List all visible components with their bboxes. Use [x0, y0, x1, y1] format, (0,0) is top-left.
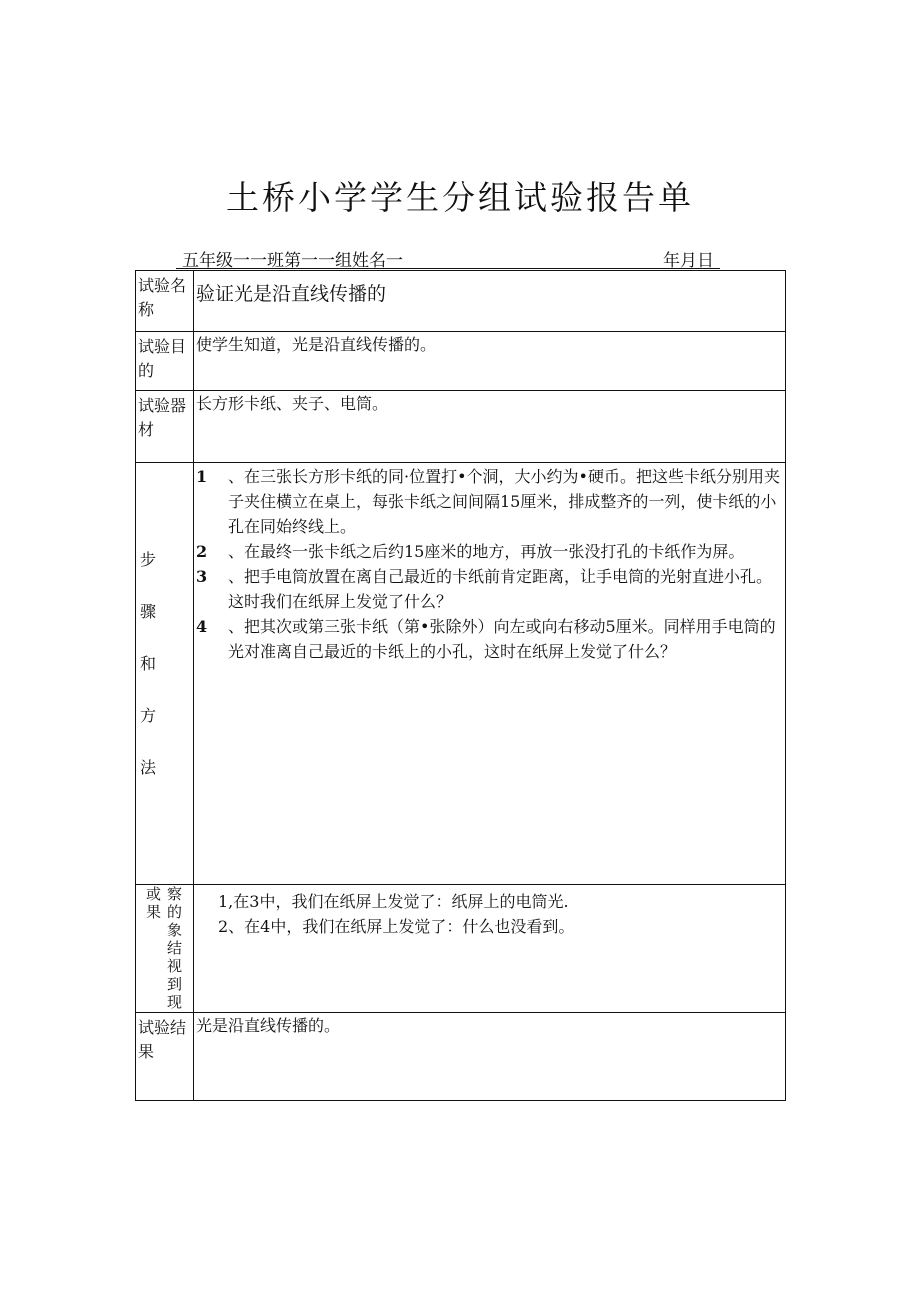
step-item	[196, 614, 783, 664]
obs-label-left-1: 或	[146, 885, 162, 903]
label-steps-char-1: 步	[140, 550, 157, 569]
label-steps	[136, 463, 194, 885]
obs-label-left-2: 果	[146, 903, 162, 921]
row-result	[136, 1013, 786, 1101]
page-title: 土桥小学学生分组试验报告单	[226, 178, 694, 217]
obs-label-right-4: 结	[167, 939, 183, 957]
step-number: 3	[196, 567, 208, 586]
value-observation	[194, 885, 786, 1013]
label-purpose: 试验目的	[136, 332, 194, 391]
label-steps-char-2: 骤	[140, 602, 157, 621]
label-equipment: 试验器材	[136, 391, 194, 463]
steps-list	[196, 464, 783, 664]
label-experiment-name: 试验名称	[136, 271, 194, 332]
report-table	[135, 270, 786, 1101]
value-result: 光是沿直线传播的。	[194, 1013, 786, 1101]
label-observation	[136, 885, 194, 1013]
observation-item: 2、在4中，我们在纸屏上发觉了：什么也没看到。	[218, 917, 575, 936]
step-item	[196, 539, 783, 564]
row-equipment	[136, 391, 786, 463]
row-observation	[136, 885, 786, 1013]
label-steps-char-4: 方	[140, 706, 157, 725]
obs-label-right-2: 的	[167, 903, 183, 921]
step-number: 1	[196, 467, 208, 486]
label-steps-char-3: 和	[140, 654, 157, 673]
step-text: 、在最终一张卡纸之后约15座米的地方，再放一张没打孔的卡纸作为屏。	[228, 542, 745, 561]
obs-label-right-6: 到	[167, 975, 183, 993]
step-number: 2	[196, 542, 208, 561]
value-purpose: 使学生知道，光是沿直线传播的。	[194, 332, 786, 391]
obs-label-right-5: 视	[167, 957, 183, 975]
meta-underline	[176, 268, 720, 269]
row-purpose	[136, 332, 786, 391]
row-steps	[136, 463, 786, 885]
label-steps-char-5: 法	[140, 758, 157, 777]
date-line: 年月日	[663, 251, 714, 271]
row-experiment-name	[136, 271, 786, 332]
value-steps	[194, 463, 786, 885]
step-text: 、在三张长方形卡纸的同·位置打•个洞，大小约为•硬币。把这些卡纸分别用夹子夹住横立在桌上，每张卡纸之间间隔15厘米，排成整齐的一列，使卡纸的小孔在同始终线上。	[228, 467, 780, 536]
step-item	[196, 564, 783, 614]
step-number: 4	[196, 617, 208, 636]
step-item	[196, 464, 783, 539]
class-group-name-line: 五年级一一班第一一组姓名一	[182, 251, 403, 271]
observation-item: 1,在3中，我们在纸屏上发觉了：纸屏上的电筒光.	[218, 892, 569, 911]
value-experiment-name: 验证光是沿直线传播的	[194, 271, 786, 332]
obs-label-right-7: 现	[167, 993, 183, 1011]
step-text: 、把其次或第三张卡纸（第•张除外）向左或向右移动5厘米。同样用手电筒的光对准离自己最近的卡纸上的小孔，这时在纸屏上发觉了什么？	[228, 617, 776, 661]
obs-label-right-3: 象	[167, 921, 183, 939]
label-result: 试验结果	[136, 1013, 194, 1101]
obs-label-right-1: 察	[167, 885, 183, 903]
step-text: 、把手电筒放置在离自己最近的卡纸前肯定距离，让手电筒的光射直进小孔。这时我们在纸屏上发觉了什么？	[228, 567, 773, 611]
value-equipment: 长方形卡纸、夹子、电筒。	[194, 391, 786, 463]
